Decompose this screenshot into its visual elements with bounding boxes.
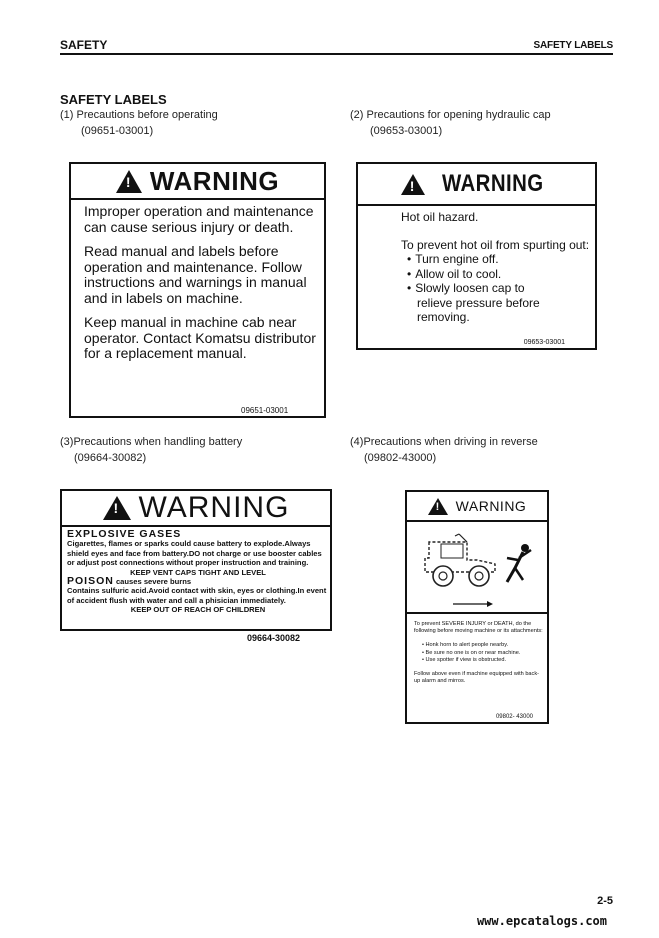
label-body — [67, 530, 329, 615]
caption-label-2: (2) Precautions for opening hydraulic cap — [350, 109, 551, 121]
hazard-line: Hot oil hazard. — [401, 210, 479, 224]
warning-header — [407, 492, 547, 522]
poison-text: Contains sulfuric acid.Avoid contact with skin, eyes or clothing.In event of accident flush with water and call a phisician immediately. — [67, 586, 327, 605]
poison-caution: KEEP OUT OF REACH OF CHILDREN — [130, 605, 266, 615]
safety-label-1 — [69, 162, 326, 418]
hazard-caution: KEEP VENT CAPS TIGHT AND LEVEL — [130, 567, 266, 577]
warning-triangle-icon — [103, 496, 131, 520]
poison-subheading: causes severe burns — [113, 577, 192, 587]
warning-header — [358, 164, 595, 206]
warning-word: WARNING — [138, 491, 290, 524]
list-item: • Be sure no one is on or near machine. — [422, 649, 521, 656]
part-number: 09664-30082 — [247, 633, 301, 643]
code-label-4: (09802-43000) — [364, 452, 437, 464]
instruction-list — [401, 252, 591, 325]
safety-label-2 — [356, 162, 597, 350]
warning-header — [62, 491, 330, 527]
warning-header — [71, 164, 324, 200]
hazard-text: Cigarettes, flames or sparks could cause battery to explode.Always shield eyes and face from battery.DO not charge or use booster cables or adjust post connections without proper instruction and training. — [67, 539, 322, 568]
safety-label-3 — [60, 489, 332, 643]
page-number: 2-5 — [597, 895, 613, 907]
list-item: • Slowly loosen cap to relieve pressure before removing. — [417, 281, 547, 325]
reversing-machine-illustration — [407, 520, 547, 614]
instruction-line: To prevent hot oil from spurting out: — [401, 237, 590, 252]
poison-heading: POISON — [67, 575, 114, 588]
header-section: SAFETY — [60, 38, 108, 52]
code-label-2: (09653-03001) — [370, 125, 443, 137]
label-body — [414, 621, 544, 685]
label-paragraph: Keep manual in machine cab near operator. Contact Komatsu distributor for a replacement manual. — [84, 314, 316, 361]
caption-label-4: (4)Precautions when driving in reverse — [350, 436, 538, 448]
code-label-1: (09651-03001) — [81, 125, 154, 137]
warning-word: WARNING — [455, 498, 527, 514]
label-body — [401, 210, 591, 325]
instruction-list — [414, 642, 544, 664]
section-title: SAFETY LABELS — [60, 92, 167, 107]
code-label-3: (09664-30082) — [74, 452, 147, 464]
instruction-text: To prevent SEVERE INJURY or DEATH, do the following before moving machine or its attachments: — [414, 621, 543, 635]
part-number: 09802- 43000 — [495, 714, 533, 720]
warning-word: WARNING — [441, 170, 544, 197]
warning-triangle-icon — [401, 174, 425, 195]
website-watermark[interactable]: www.epcatalogs.com — [476, 914, 607, 928]
part-number: 09651-03001 — [241, 406, 289, 415]
warning-triangle-icon — [116, 170, 142, 193]
header-subsection: SAFETY LABELS — [533, 40, 613, 51]
label-body — [84, 204, 319, 371]
label-paragraph: Improper operation and maintenance can cause serious injury or death. — [84, 203, 314, 235]
hazard-heading: EXPLOSIVE GASES — [67, 528, 182, 540]
list-item: • Turn engine off. — [417, 252, 591, 267]
note-text: Follow above even if machine equipped with back-up alarm and mirros. — [414, 671, 539, 685]
header-divider — [60, 53, 613, 55]
list-item: • Use spotter if view is obstructed. — [422, 656, 507, 663]
machine-person-icon — [407, 520, 547, 612]
warning-triangle-icon — [428, 498, 448, 515]
list-item: • Honk horn to alert people nearby. — [422, 642, 509, 649]
label-paragraph: Read manual and labels before operation and maintenance. Follow instructions and warnings in manual and in labels on machine. — [84, 243, 307, 306]
part-number: 09653-03001 — [523, 339, 565, 346]
safety-label-4 — [405, 490, 549, 724]
list-item: • Allow oil to cool. — [417, 267, 591, 282]
caption-label-3: (3)Precautions when handling battery — [60, 436, 243, 448]
warning-word: WARNING — [149, 165, 280, 196]
caption-label-1: (1) Precautions before operating — [60, 109, 218, 121]
